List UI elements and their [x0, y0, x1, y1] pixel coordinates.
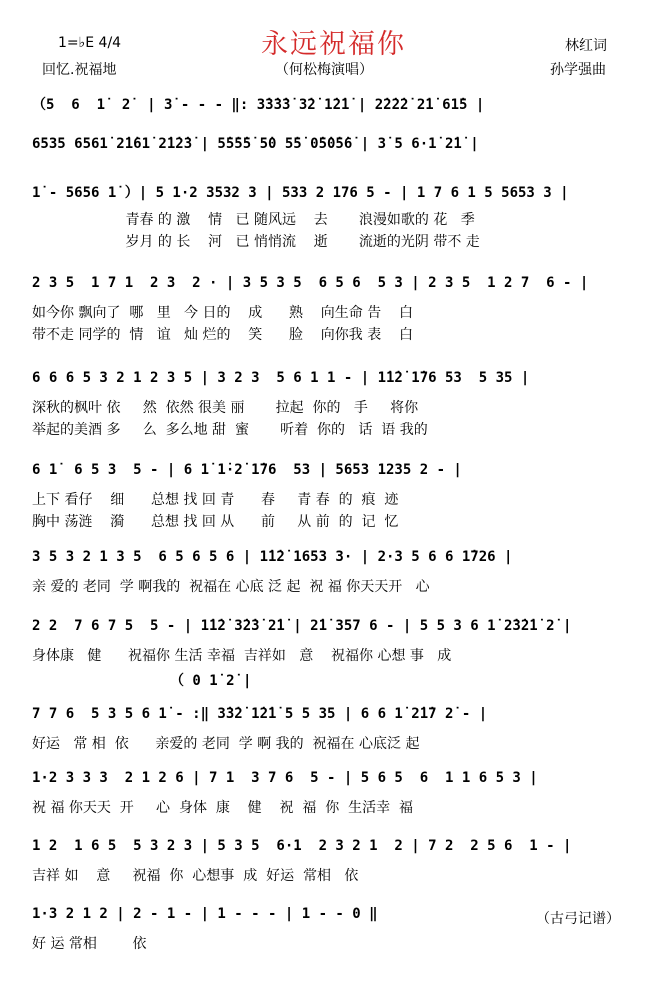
notation-line: 1·2 3 3 3 2 1 2 6 | 7 1 3 7 6 5 - | 5 6 5 6 1 1 6 5 3 | [32, 770, 538, 786]
notation-line: 1̇ - 5656 1̇ ）| 5 1·2 3532 3 | 533 2 176 5 - | 1 7 6 1 5 5653 3 | [32, 185, 569, 201]
lyric-line: 祝 福 你天天 开 心 身体 康 健 祝 福 你 生活幸 福 [32, 800, 414, 816]
lyric-line: 吉祥 如 意 祝福 你 心想事 成 好运 常相 依 [32, 868, 359, 884]
notation-line: 6 6 6 5 3 2 1 2 3 5 | 3 2 3 5 6 1 1 - | 1̇1̇2̇ 1̇76 53 5 35 | [32, 370, 530, 386]
composer-credit: 孙学强曲 [550, 62, 606, 78]
lyric-line: 身体康 健 祝福你 生活 幸福 吉祥如 意 祝福你 心想 事 成 [32, 648, 452, 664]
notation-line: 3 5 3 2 1 3 5 6 5 6 5 6 | 1̇1̇2̇ 1653 3· | 2·3 5 6 6 1̇726 | [32, 549, 513, 565]
notation-line: 6535 6561̇ 2̇1̇61̇ 2̇1̇2̇3̇ | 5̇5̇5̇5̇ 5̇0 5̇5̇ 0̇5̇0̇5̇6̇ | 3̇ 5 6·1̇ 2̇1̇ | [32, 136, 479, 152]
lyric-line: 上下 看仔 细 总想 找 回 青 春 青 春 的 痕 迹 [32, 492, 399, 508]
lyric-line: 如今你 飘向了 哪 里 今 日的 成 熟 向生命 告 白 [32, 305, 414, 321]
lyric-line: 好 运 常相 依 [32, 936, 147, 952]
lyricist-credit: 林红词 [565, 38, 607, 54]
notation-line: 1 2 1 6 5 5 3 2 3 | 5 3 5 6·1 2 3 2 1 2 | 7 2 2 5 6 1 - | [32, 838, 572, 854]
performance-style: 回忆.祝福地 [42, 62, 117, 78]
notation-line: 2 2 7 6 7 5 5 - | 1̇1̇2̇ 3̇2̇3̇ 2̇1̇ | 2̇1̇ 357 6 - | 5 5 3 6 1̇ 2̇3̇2̇1̇ 2̇ | [32, 618, 572, 634]
singer-credit: （何松梅演唱） [275, 62, 373, 78]
lyric-line: 岁月 的 长 河 已 悄悄流 逝 流逝的光阴 带不 走 [32, 234, 480, 250]
notation-line: 6 1̇ 6 5 3 5 - | 6 1̇ 1̇·2̇ 1̇76 53 | 5653 1235 2 - | [32, 462, 462, 478]
pickup-notation: （ 0 1̇ 2̇ | [170, 673, 252, 689]
lyric-line: 深秋的枫叶 依 然 依然 很美 丽 拉起 你的 手 将你 [32, 400, 419, 416]
transcriber-credit: （古弓记谱） [536, 911, 620, 927]
notation-line: 2 3 5 1 7 1 2 3 2 · | 3 5 3 5 6 5 6 5 3 | 2 3 5 1 2 7 6 - | [32, 275, 589, 291]
lyric-line: 亲 爱的 老同 学 啊我的 祝福在 心底 泛 起 祝 福 你天天开 心 [32, 579, 430, 595]
song-title: 永远祝福你 [261, 29, 406, 60]
lyric-line: 好运 常 相 依 亲爱的 老同 学 啊 我的 祝福在 心底泛 起 [32, 736, 420, 752]
lyric-line: 胸中 荡涟 漪 总想 找 回 从 前 从 前 的 记 忆 [32, 514, 399, 530]
lyric-line: 举起的美酒 多 么 多么地 甜 蜜 听着 你的 话 语 我的 [32, 422, 428, 438]
key-signature: 1=♭E 4/4 [58, 35, 122, 51]
lyric-line: 带不走 同学的 情 谊 灿 烂的 笑 脸 向你我 表 白 [32, 327, 414, 343]
notation-line: 7 7 6 5 3 5 6 1̇ - :‖ 3̇3̇2̇ 1̇2̇1̇ 5 5 35 | 6 6 1̇ 2̇1̇7 2̇ - | [32, 706, 488, 722]
notation-line: 1·3 2 1 2 | 2 - 1 - | 1 - - - | 1 - - 0 ‖ [32, 906, 378, 922]
lyric-line: 青春 的 激 情 已 随风远 去 浪漫如歌的 花 季 [32, 212, 475, 228]
notation-line: （5 6 1̇ 2̇ | 3̇ - - - ‖: 3̇3̇3̇3̇ 3̇2̇ 1̇2̇1̇ | 2̇2̇2̇2̇ 2̇1̇ 61̇5 | [32, 97, 485, 113]
